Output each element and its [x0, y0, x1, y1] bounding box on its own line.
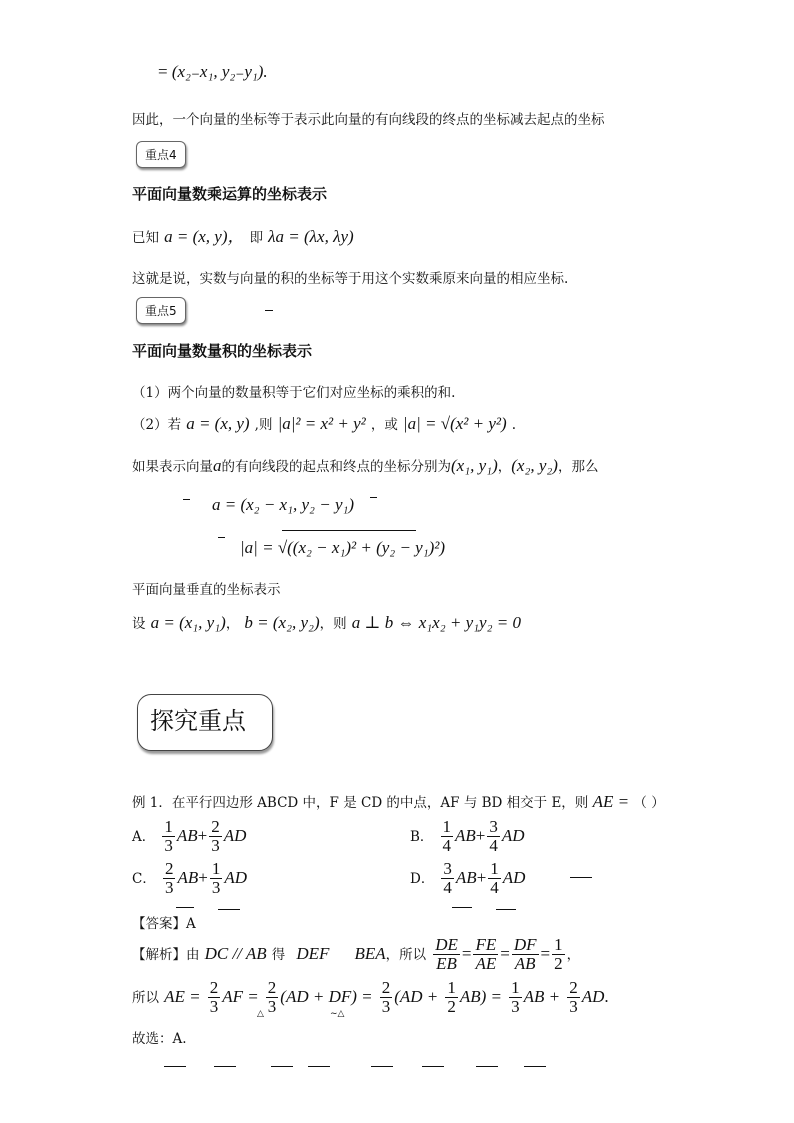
- stray-arrow-mark: [476, 1066, 498, 1067]
- perpendicular-condition: [132, 612, 521, 633]
- stray-arrow-mark: [371, 1066, 393, 1067]
- triangle-mark: △: [257, 1009, 264, 1019]
- triangle-def: DEF: [296, 943, 330, 963]
- perp-sep: ，: [225, 616, 240, 632]
- radical-bar: [282, 530, 416, 531]
- option-b-label: B．: [410, 828, 434, 845]
- vector-a-modulus: |a| = √((x₂ − x₁)² + (y₂ − y₁)²): [240, 538, 446, 557]
- perp-prefix: 设: [132, 616, 146, 632]
- parallel-relation: DC // AB: [204, 943, 267, 963]
- perp-mid: ，则: [319, 616, 347, 632]
- answer-line: 【答案】A: [132, 916, 196, 932]
- scalar-known-line: [132, 222, 354, 247]
- option-a[interactable]: A． $\frac{1}{3}$ AB+ $\frac{2}{3}$ AD: [132, 817, 247, 855]
- answer-blank: （ ）: [633, 795, 665, 811]
- stray-arrow-mark: [176, 907, 194, 908]
- stray-arrow-mark: [183, 499, 190, 500]
- analysis-de: 得: [271, 946, 286, 963]
- start-point: (x₁, y₁): [451, 456, 498, 475]
- stray-arrow-mark: [524, 1066, 546, 1067]
- stray-arrow-mark: [218, 537, 225, 538]
- option-d-label: D．: [410, 870, 435, 887]
- stray-arrow-mark: [164, 1066, 186, 1067]
- heading-scalar-multiplication: 平面向量数乘运算的坐标表示: [132, 185, 328, 203]
- end-point: (x₂, y₂): [511, 456, 558, 475]
- example-1-question: [132, 791, 665, 812]
- endpoints-line: [132, 455, 598, 476]
- item2-or: ，或: [370, 417, 398, 433]
- heading-perpendicular: 平面向量垂直的坐标表示: [132, 582, 281, 598]
- stray-arrow-mark: [496, 909, 516, 910]
- option-b[interactable]: B． $\frac{1}{4}$ AB+ $\frac{3}{4}$ AD: [410, 817, 525, 855]
- stray-arrow-mark: [265, 310, 273, 311]
- choose-line: 故选：A.: [132, 1031, 187, 1047]
- analysis-label: 【解析】由: [132, 946, 200, 963]
- key-point-4-badge: 重点4: [136, 141, 186, 168]
- stray-arrow-mark: [308, 1066, 330, 1067]
- analysis-so: ，所以: [385, 946, 427, 963]
- dot-product-item-2: [132, 413, 516, 434]
- item2-then: ,则: [254, 417, 273, 433]
- item2-prefix: （2）若: [132, 417, 182, 433]
- key-point-5-badge: 重点5: [136, 297, 186, 324]
- modulus-sqrt: |a| = √(x² + y²): [402, 414, 507, 433]
- equals-sign: =: [158, 62, 168, 81]
- stray-arrow-mark: [422, 1066, 444, 1067]
- stray-arrow-mark: [452, 907, 472, 908]
- perp-vector-a: a = (x₁, y₁): [150, 613, 226, 632]
- option-d[interactable]: D． $\frac{3}{4}$ AB+ $\frac{1}{4}$ AD: [410, 859, 526, 897]
- stray-arrow-mark: [218, 909, 240, 910]
- stray-arrow-mark: [370, 497, 377, 498]
- option-c[interactable]: C． $\frac{2}{3}$ AB+ $\frac{1}{3}$ AD: [132, 859, 247, 897]
- similar-triangle-mark: ~△: [330, 1009, 345, 1019]
- analysis-line: 【解析】由 DC // AB 得 DEF BEA，所以 $\frac{DE}{EB}$ = $\frac{FE}{AE}$ = $\frac{DF}{AB}$ = $\frac{1}{2}$ ，: [132, 935, 581, 973]
- item2-vector: a = (x, y): [186, 414, 250, 433]
- conclusion-text: 因此，一个向量的坐标等于表示此向量的有向线段的终点的坐标减去起点的坐标: [132, 112, 605, 128]
- derivation-prefix: 所以: [132, 989, 159, 1006]
- perp-condition: a ⊥ b ⇔ x₁x₂ + y₁y₂ = 0: [351, 613, 521, 632]
- option-c-label: C．: [132, 870, 156, 887]
- endpoints-end: ，那么: [557, 459, 599, 475]
- lambda-a-def: λa = (λx, λy): [268, 227, 354, 246]
- modulus-squared: |a|² = x² + y²: [277, 414, 366, 433]
- endpoints-mid: 的有向线段的起点和终点的坐标分别为: [221, 459, 451, 475]
- vector-a-def: a = (x, y)，: [164, 227, 245, 246]
- coordinate-difference: (x₂₋x₁, y₂₋y₁).: [171, 62, 268, 81]
- section-explore-key-points: 探究重点: [137, 694, 273, 751]
- derivation-line: 所以 AE = $\frac{2}{3}$ AF = $\frac{2}{3}$ (AD + DF) = $\frac{2}{3}$ (AD + $\frac{1}{2}$ AB) = $\frac{1}{3}$ AB + $\frac{2}{3}$ AD.: [132, 978, 609, 1016]
- endpoints-sep: ，: [497, 459, 512, 475]
- example-vector-ae: AE =: [592, 792, 630, 811]
- stray-arrow-mark: [214, 1066, 236, 1067]
- item2-end: .: [511, 417, 517, 433]
- endpoints-var: a: [213, 456, 222, 475]
- vector-a-coordinates: a = (x₂ − x₁, y₂ − y₁): [212, 495, 355, 514]
- endpoints-prefix: 如果表示向量: [132, 459, 213, 475]
- stray-arrow-mark: [570, 877, 592, 878]
- dot-product-item-1: （1）两个向量的数量积等于它们对应坐标的乘积的和.: [132, 385, 456, 401]
- triangle-bea: BEA: [354, 943, 386, 963]
- stray-arrow-mark: [271, 1066, 293, 1067]
- perp-vector-b: b = (x₂, y₂): [244, 613, 320, 632]
- example-text: 例 1．在平行四边形 ABCD 中，F 是 CD 的中点，AF 与 BD 相交于 E，则: [132, 795, 589, 811]
- option-a-label: A．: [132, 828, 156, 845]
- known-mid: 即: [249, 230, 264, 246]
- heading-dot-product: 平面向量数量积的坐标表示: [132, 342, 313, 360]
- difference-formula: [158, 62, 268, 82]
- scalar-explanation: 这就是说，实数与向量的积的坐标等于用这个实数乘原来向量的相应坐标.: [132, 271, 569, 287]
- known-prefix: 已知: [132, 230, 159, 246]
